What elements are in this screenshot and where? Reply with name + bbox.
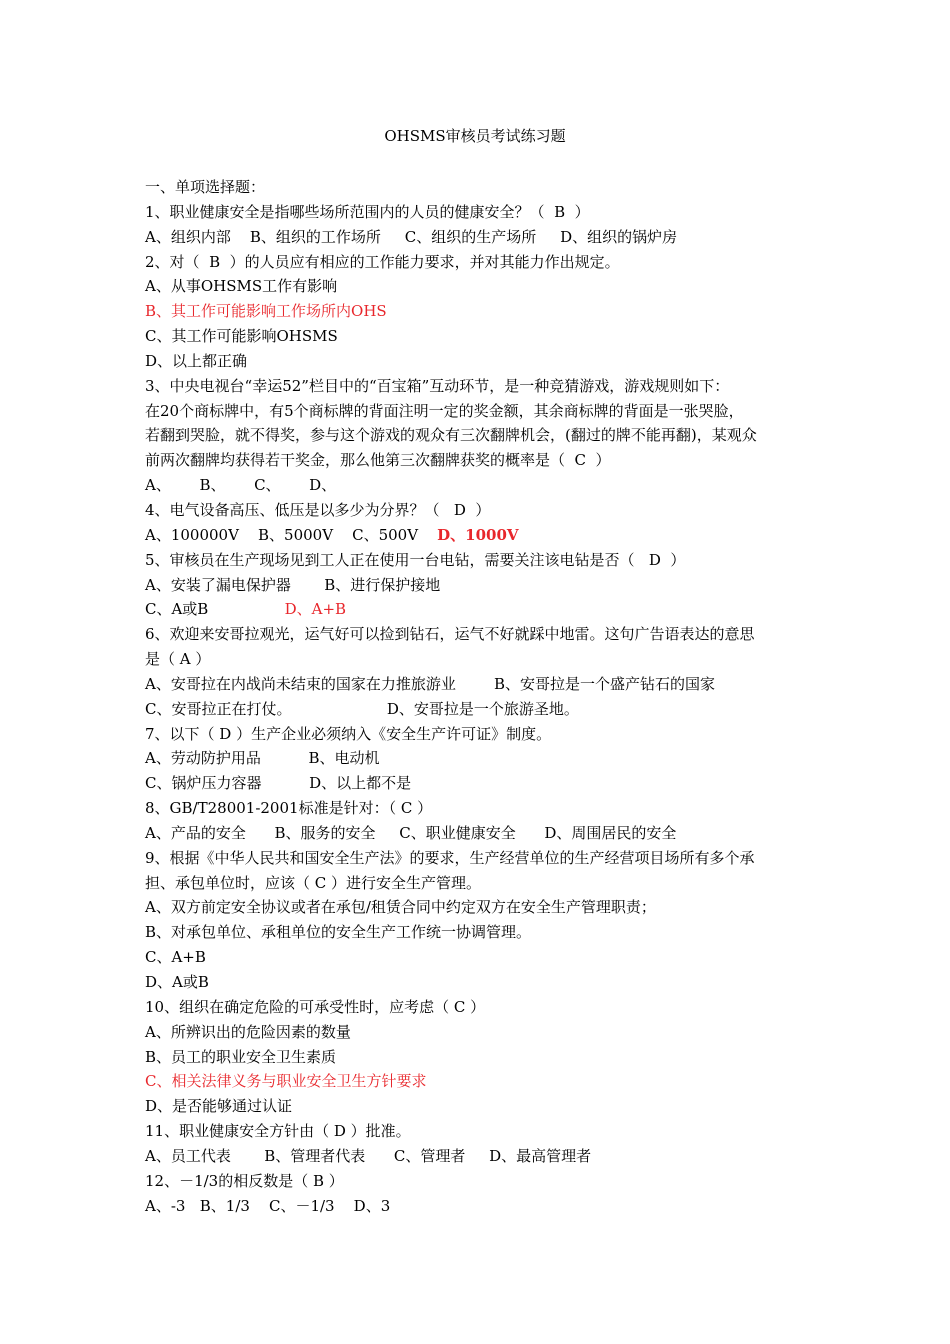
document-line: 4、电气设备高压、低压是以多少为分界？（ D ） [145, 500, 491, 519]
document-line: 3、中央电视台“幸运52”栏目中的“百宝箱”互动环节，是一种竞猜游戏，游戏规则如下： [145, 376, 730, 395]
question-list [145, 175, 815, 1218]
line-segment: C、A或B [145, 600, 285, 619]
document-line: 8、GB/T28001-2001标准是针对：（ C ） [145, 799, 433, 818]
document-line: 9、根据《中华人民共和国安全生产法》的要求，生产经营单位的生产经营项目场所有多个承 [145, 848, 755, 867]
document-line: 在20个商标牌中，有5个商标牌的背面注明一定的奖金额，其余商标牌的背面是一张哭脸， [145, 401, 744, 420]
document-line: 2、对（ B ）的人员应有相应的工作能力要求，并对其能力作出规定。 [145, 252, 620, 271]
document-line: C、相关法律义务与职业安全卫生方针要求 [145, 1072, 427, 1091]
document-line: 11、职业健康安全方针由（ D ）批准。 [145, 1122, 411, 1141]
document-line: A、劳动防护用品 B、电动机 [145, 749, 380, 768]
document-line: C、A+B [145, 948, 206, 967]
document-line: 担、承包单位时，应该（ C ）进行安全生产管理。 [145, 873, 482, 892]
document-line: A、安哥拉在内战尚未结束的国家在力推旅游业 B、安哥拉是一个盛产钻石的国家 [145, 674, 716, 693]
document-line: 5、审核员在生产现场见到工人正在使用一台电钻，需要关注该电钻是否（ D ） [145, 550, 686, 569]
document-line: B、对承包单位、承租单位的安全生产工作统一协调管理。 [145, 923, 532, 942]
document-line: 1、职业健康安全是指哪些场所范围内的人员的健康安全？（ B ） [145, 202, 590, 221]
document-line: 一、单项选择题： [145, 178, 266, 196]
document-line: A、产品的安全 B、服务的安全 C、职业健康安全 D、周围居民的安全 [145, 823, 677, 842]
document-line: 10、组织在确定危险的可承受性时，应考虑（ C ） [145, 997, 486, 1016]
document-line [145, 523, 815, 548]
document-line: B、员工的职业安全卫生素质 [145, 1047, 337, 1066]
document-line: D、是否能够通过认证 [145, 1097, 293, 1116]
document-line: 前两次翻牌均获得若干奖金，那么他第三次翻牌获奖的概率是（ C ） [145, 451, 611, 470]
line-segment: A、100000V B、5000V C、500V [145, 525, 438, 544]
document-line: 6、欢迎来安哥拉观光，运气好可以捡到钻石，运气不好就踩中地雷。这句广告语表达的意思 [145, 625, 755, 644]
document-line [145, 597, 815, 622]
document-line: B、其工作可能影响工作场所内OHS [145, 302, 387, 321]
document-line: C、其工作可能影响OHSMS [145, 327, 338, 346]
document-line: C、安哥拉正在打仗。 D、安哥拉是一个旅游圣地。 [145, 699, 579, 718]
document-line: D、以上都正确 [145, 351, 248, 370]
line-segment: D、A+B [284, 600, 347, 619]
document-line: 12、－1/3的相反数是（ B ） [145, 1171, 344, 1190]
document-title: OHSMS审核员考试练习题 [384, 127, 566, 145]
document-line: A、双方前定安全协议或者在承包/租赁合同中约定双方在安全生产管理职责； [145, 898, 656, 917]
document-line: A、-3 B、1/3 C、－1/3 D、3 [145, 1196, 391, 1215]
document-line: 若翻到哭脸，就不得奖，参与这个游戏的观众有三次翻牌机会，(翻过的牌不能再翻)，某观众 [145, 426, 757, 445]
document-line: 7、以下（ D ）生产企业必须纳入《安全生产许可证》制度。 [145, 724, 552, 743]
line-segment: D、1000V [437, 525, 519, 544]
document-line: C、锅炉压力容器 D、以上都不是 [145, 774, 412, 793]
document-line: A、安装了漏电保护器 B、进行保护接地 [145, 575, 441, 594]
document-line: A、员工代表 B、管理者代表 C、管理者 D、最高管理者 [145, 1146, 592, 1165]
document-line: A、所辨识出的危险因素的数量 [145, 1022, 351, 1041]
document-line: A、组织内部 B、组织的工作场所 C、组织的生产场所 D、组织的锅炉房 [145, 227, 678, 246]
document-line: 是（ A ） [145, 650, 211, 669]
document-line: A、 B、 C、 D、 [145, 476, 337, 495]
document-line: D、A或B [145, 973, 209, 991]
document-line: A、从事OHSMS工作有影响 [145, 277, 338, 296]
